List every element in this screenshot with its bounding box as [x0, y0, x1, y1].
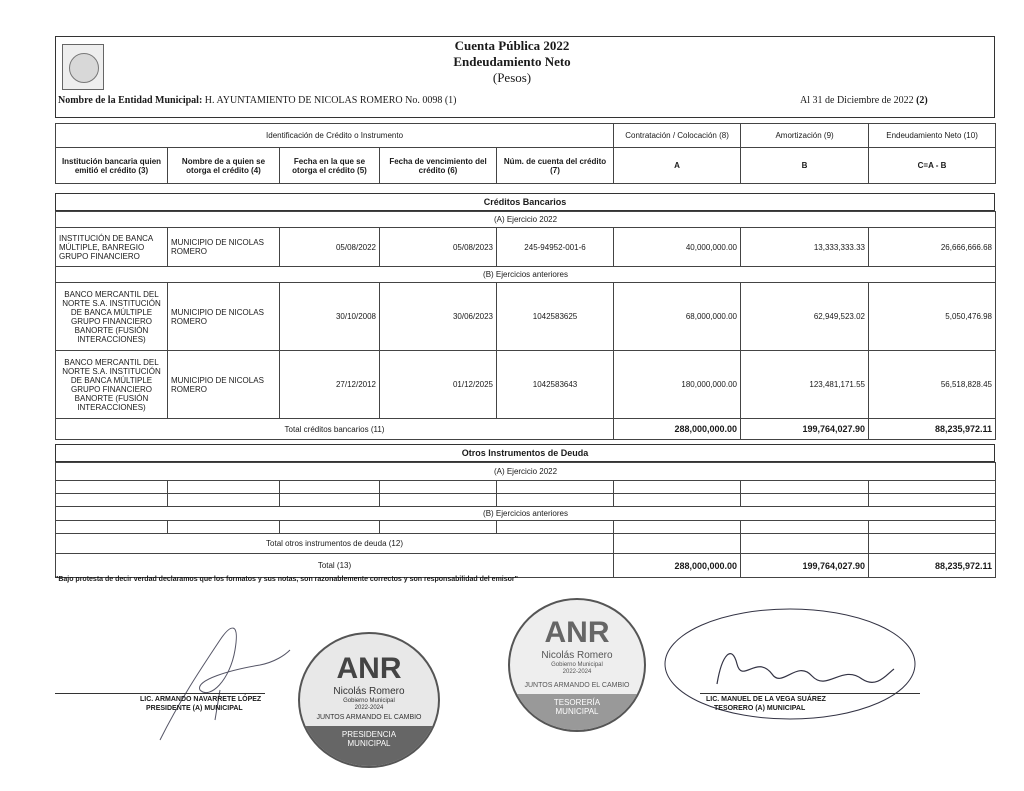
row2-fecha-venc: 30/06/2023	[380, 283, 497, 351]
report-subtitle: Endeudamiento Neto	[453, 54, 571, 69]
row1-fecha-otorga: 05/08/2022	[280, 228, 380, 267]
grand-total-a: 288,000,000.00	[614, 554, 741, 578]
date-text: Al 31 de Diciembre de 2022	[800, 95, 914, 106]
row1-fecha-venc: 05/08/2023	[380, 228, 497, 267]
otros-total-row	[56, 534, 996, 554]
row1-cuenta: 245-94952-001-6	[497, 228, 614, 267]
declaration-text: "Bajo protesta de decir verdad declaramos que los formatos y sus notas, son razonablemente correctos y son responsabilidad del emisor"	[55, 576, 518, 583]
stamp-1-dept: PRESIDENCIA MUNICIPAL	[300, 726, 438, 766]
creditos-total-label: Total créditos bancarios (11)	[56, 419, 614, 440]
col-group-label: Identificación de Crédito o Instrumento	[56, 124, 614, 148]
signature-1-icon	[140, 610, 300, 750]
row3-fecha-otorga: 27/12/2012	[280, 351, 380, 419]
row3-cuenta: 1042583643	[497, 351, 614, 419]
otros-sub-a: (A) Ejercicio 2022	[56, 463, 996, 481]
row1-c: 26,666,666.68	[869, 228, 996, 267]
col-nombre: Nombre de a quien se otorga el crédito (4)	[168, 148, 280, 184]
col-a: A	[614, 148, 741, 184]
creditos-table	[55, 211, 996, 440]
creditos-sub-b: (B) Ejercicios anteriores	[56, 267, 996, 283]
row3-institucion: BANCO MERCANTIL DEL NORTE S.A. INSTITUCIÓN DE BANCA MÚLTIPLE GRUPO FINANCIERO BANORTE (FUSIÓN INTERACCIONES)	[56, 351, 168, 419]
creditos-total-c: 88,235,972.11	[869, 419, 996, 440]
row1-nombre: MUNICIPIO DE NICOLAS ROMERO	[168, 228, 280, 267]
row3-b: 123,481,171.55	[741, 351, 869, 419]
row2-b: 62,949,523.02	[741, 283, 869, 351]
row2-institucion: BANCO MERCANTIL DEL NORTE S.A. INSTITUCIÓN DE BANCA MÚLTIPLE GRUPO FINANCIERO BANORTE (FUSIÓN INTERACCIONES)	[56, 283, 168, 351]
stamp-2-logo: ANR	[544, 616, 610, 649]
signature-1-name: LIC. ARMANDO NAVARRETE LÓPEZ	[140, 696, 262, 703]
grand-total-c: 88,235,972.11	[869, 554, 996, 578]
stamp-1-brand: Nicolás Romero	[333, 686, 405, 697]
grand-total-row	[56, 554, 996, 578]
entity-label: Nombre de la Entidad Municipal:	[58, 95, 203, 106]
table-row	[56, 283, 996, 351]
otros-sub-b: (B) Ejercicios anteriores	[56, 507, 996, 521]
entity-name: H. AYUNTAMIENTO DE NICOLAS ROMERO No. 0098 (1)	[204, 95, 457, 106]
signature-2-role: TESORERO (A) MUNICIPAL	[714, 705, 806, 712]
otros-total-label: Total otros instrumentos de deuda (12)	[56, 534, 614, 554]
col-fecha-otorga: Fecha en la que se otorga el crédito (5)	[280, 148, 380, 184]
table-row	[56, 494, 996, 507]
stamp-2-motto: JUNTOS ARMANDO EL CAMBIO	[524, 682, 630, 689]
report-date	[800, 95, 928, 106]
col-endeudamiento: Endeudamiento Neto (10)	[869, 124, 996, 148]
row2-fecha-otorga: 30/10/2008	[280, 283, 380, 351]
signature-1-line	[55, 693, 265, 694]
row3-fecha-venc: 01/12/2025	[380, 351, 497, 419]
creditos-total-b: 199,764,027.90	[741, 419, 869, 440]
stamp-2-gov: Gobierno Municipal	[551, 662, 603, 668]
otros-table	[55, 462, 996, 578]
grand-total-b: 199,764,027.90	[741, 554, 869, 578]
table-row	[56, 228, 996, 267]
table-row	[56, 521, 996, 534]
stamp-2-dept: TESORERÍA MUNICIPAL	[510, 694, 644, 730]
signature-2-name: LIC. MANUEL DE LA VEGA SUÁREZ	[706, 696, 826, 703]
row3-c: 56,518,828.45	[869, 351, 996, 419]
report-units: (Pesos)	[492, 70, 532, 85]
table-row	[56, 481, 996, 494]
creditos-sub-a: (A) Ejercicio 2022	[56, 212, 996, 228]
row3-a: 180,000,000.00	[614, 351, 741, 419]
stamp-2-brand: Nicolás Romero	[541, 650, 613, 661]
signature-1-role: PRESIDENTE (A) MUNICIPAL	[146, 705, 243, 712]
creditos-section-title: Créditos Bancarios	[55, 193, 995, 211]
date-ref: (2)	[916, 95, 928, 106]
row1-institucion: INSTITUCIÓN DE BANCA MÚLTIPLE, BANREGIO GRUPO FINANCIERO	[56, 228, 168, 267]
stamp-1-years: 2022-2024	[354, 705, 384, 711]
row2-c: 5,050,476.98	[869, 283, 996, 351]
row2-nombre: MUNICIPIO DE NICOLAS ROMERO	[168, 283, 280, 351]
table-row	[56, 351, 996, 419]
stamp-2-years: 2022-2024	[562, 669, 592, 675]
col-fecha-venc: Fecha de vencimiento del crédito (6)	[380, 148, 497, 184]
otros-section-title: Otros Instrumentos de Deuda	[55, 444, 995, 462]
presidencia-stamp	[298, 632, 440, 768]
col-b: B	[741, 148, 869, 184]
entity-line	[58, 95, 456, 106]
col-cuenta: Núm. de cuenta del crédito (7)	[497, 148, 614, 184]
column-header-table	[55, 123, 996, 184]
row2-a: 68,000,000.00	[614, 283, 741, 351]
creditos-total-row	[56, 419, 996, 440]
stamp-1-motto: JUNTOS ARMANDO EL CAMBIO	[316, 714, 422, 721]
stamp-1-logo: ANR	[336, 652, 402, 685]
tesoreria-stamp	[508, 598, 646, 732]
col-c: C=A - B	[869, 148, 996, 184]
signature-2-line	[700, 693, 920, 694]
row1-a: 40,000,000.00	[614, 228, 741, 267]
row2-cuenta: 1042583625	[497, 283, 614, 351]
row1-b: 13,333,333.33	[741, 228, 869, 267]
report-title: Cuenta Pública 2022	[454, 38, 570, 53]
col-institucion: Institución bancaria quien emitió el crédito (3)	[56, 148, 168, 184]
col-contratacion: Contratación / Colocación (8)	[614, 124, 741, 148]
grand-total-label: Total (13)	[56, 554, 614, 578]
stamp-1-gov: Gobierno Municipal	[343, 698, 395, 704]
row3-nombre: MUNICIPIO DE NICOLAS ROMERO	[168, 351, 280, 419]
col-amortizacion: Amortización (9)	[741, 124, 869, 148]
creditos-total-a: 288,000,000.00	[614, 419, 741, 440]
